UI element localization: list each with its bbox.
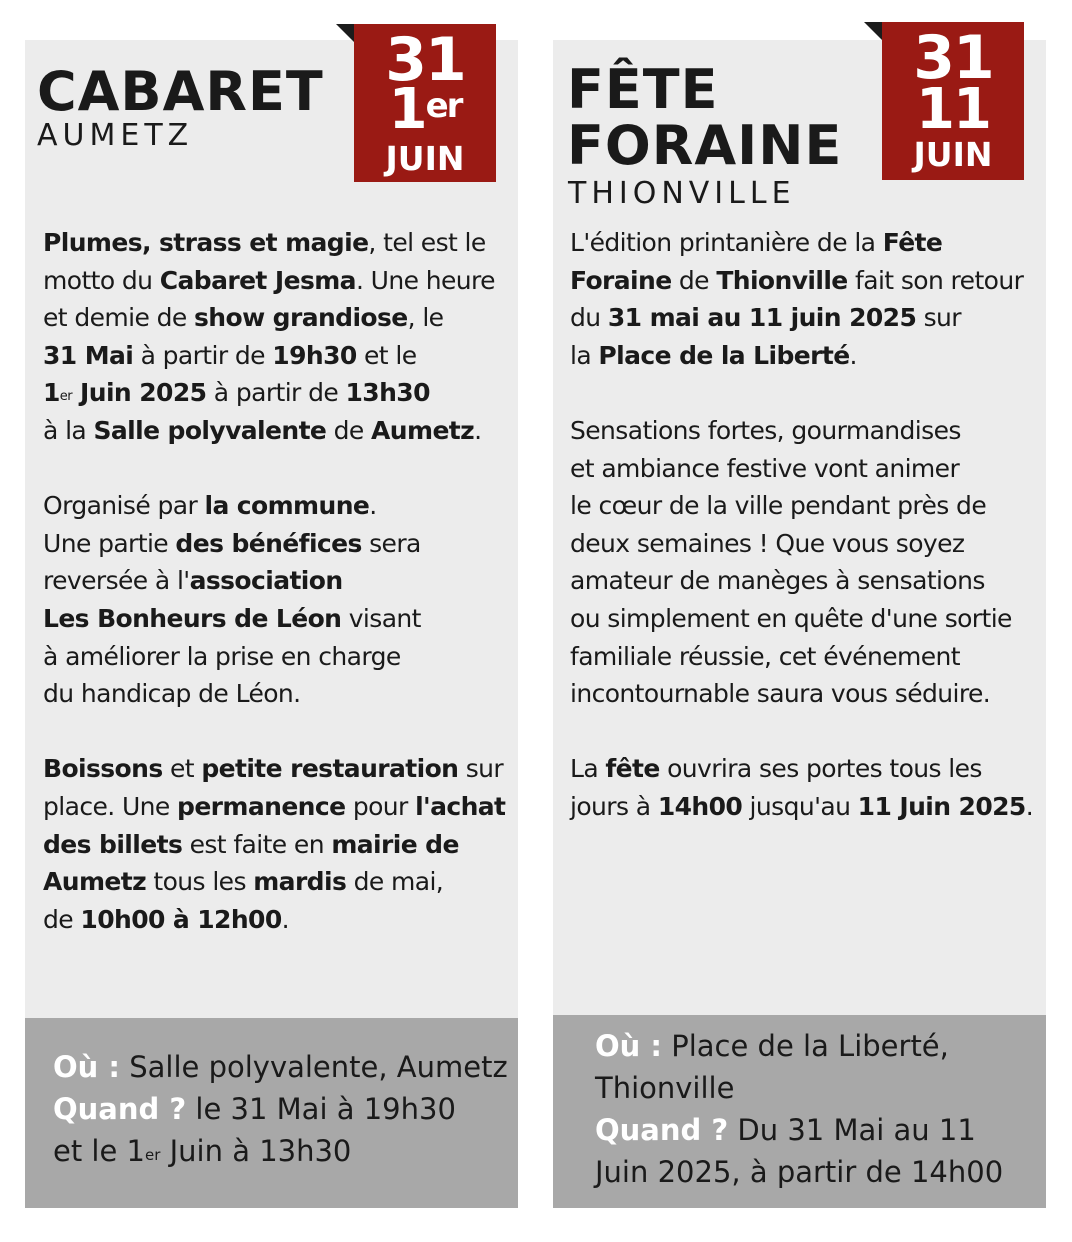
paragraph [570, 412, 1033, 713]
bold-text: Foraine [570, 265, 672, 295]
badge-day-1: 31 [385, 25, 465, 95]
text: à partir de [206, 378, 346, 408]
bold-text: Les Bonheurs de Léon [43, 603, 342, 633]
where-value-2: Thionville [595, 1071, 735, 1105]
text-line [570, 638, 1033, 676]
text: . Une heure [355, 265, 495, 295]
bold-text: 13h30 [345, 378, 430, 408]
when-value-sup: er [145, 1146, 161, 1164]
text: incontournable saura vous séduire. [570, 679, 991, 709]
badge-day-2-sup: er [425, 86, 462, 126]
text: et ambiance festive vont animer [570, 453, 960, 483]
text: familiale réussie, cet événement [570, 641, 960, 671]
event-title-line-1: FÊTE [567, 58, 719, 121]
badge-day-2: 1er [388, 77, 462, 142]
text-line [43, 262, 505, 300]
bold-text: l'achat [415, 791, 506, 821]
text: Organisé par [43, 491, 205, 521]
where-label: Où : [595, 1029, 662, 1063]
bold-text: des bénéfices [175, 528, 362, 558]
text-line [43, 638, 505, 676]
text: la [570, 340, 599, 370]
text-line [570, 450, 1033, 488]
when-value-2a: et le 1 [53, 1134, 145, 1168]
bold-text: Place de la Liberté [598, 340, 850, 370]
text: amateur de manèges à sensations [570, 566, 985, 596]
bold-text: fête [605, 754, 660, 784]
text: est faite en [182, 829, 332, 859]
bold-text: petite restauration [201, 754, 459, 784]
bold-text: 19h30 [272, 340, 357, 370]
bold-text: Plumes, strass et magie [43, 228, 369, 257]
text: reversée à l' [43, 566, 190, 596]
text: Une partie [43, 528, 176, 558]
text: . [849, 340, 857, 370]
text: et demie de [43, 303, 195, 333]
badge-fold [336, 24, 354, 42]
text: . [281, 904, 289, 934]
text: pour [345, 791, 416, 821]
when-label: Quand ? [53, 1092, 187, 1126]
text-line [570, 750, 1033, 788]
text-line [43, 374, 505, 412]
paragraph [570, 750, 1033, 825]
when-value-2b: Juin à 13h30 [160, 1134, 352, 1168]
text-line [570, 487, 1033, 525]
text: motto du [43, 265, 160, 295]
bold-text: la commune [204, 491, 370, 521]
paragraph [43, 487, 505, 713]
text: . [369, 491, 377, 521]
text-line [43, 675, 505, 713]
bold-text: Aumetz [371, 415, 475, 445]
text: , le [407, 303, 444, 333]
badge-day-1: 31 [913, 23, 993, 93]
text-line [570, 675, 1033, 713]
text-line [570, 600, 1033, 638]
event-description [570, 224, 1033, 826]
text: visant [341, 603, 421, 633]
text-line [570, 562, 1033, 600]
text-line [43, 337, 505, 375]
where-label: Où : [53, 1050, 120, 1084]
bold-text: permanence [177, 791, 346, 821]
event-title: CABARET [37, 60, 324, 123]
paragraph [570, 224, 1033, 374]
text: tous les [146, 867, 254, 897]
text: ouvrira ses portes tous les [659, 754, 982, 784]
text: , tel est le [368, 228, 486, 257]
text-line [43, 487, 505, 525]
text: . [1025, 791, 1034, 821]
text-line [43, 901, 505, 939]
date-badge-cabaret [354, 24, 496, 182]
text-line [570, 262, 1033, 300]
badge-day-2: 11 [916, 77, 990, 142]
superscript: er [59, 389, 72, 405]
where-value: Salle polyvalente, Aumetz [120, 1050, 508, 1084]
bold-text: Boissons [43, 754, 163, 784]
event-card-fete-foraine [553, 40, 1046, 1208]
badge-month: JUIN [385, 139, 465, 178]
event-description [43, 224, 505, 938]
bold-text: des billets [43, 829, 183, 859]
text-line [43, 299, 505, 337]
event-location: THIONVILLE [568, 176, 796, 211]
event-title-line-2: FORAINE [567, 114, 843, 177]
text-line [570, 412, 1033, 450]
bold-text: Thionville [716, 265, 848, 295]
text-line [43, 525, 505, 563]
text-line [43, 750, 505, 788]
where-value: Place de la Liberté, [662, 1029, 949, 1063]
bold-text: 31 Mai [43, 340, 134, 370]
paragraph [43, 750, 505, 938]
text: à améliorer la prise en charge [43, 641, 401, 671]
text-line [43, 412, 505, 450]
text: à partir de [133, 340, 273, 370]
text: et [162, 754, 202, 784]
text: place. Une [43, 791, 178, 821]
text: deux semaines ! Que vous soyez [570, 528, 965, 558]
text: de [671, 265, 717, 295]
text: fait son retour [847, 265, 1024, 295]
paragraph [43, 224, 505, 450]
text: Sensations fortes, gourmandises [570, 415, 961, 445]
text: . [474, 415, 482, 445]
text: de [43, 904, 81, 934]
bold-text: 11 Juin 2025 [857, 791, 1026, 821]
text: à la [43, 415, 94, 445]
text-line [570, 337, 1033, 375]
text-line [43, 863, 505, 901]
bold-text: Fête [882, 228, 943, 257]
text-line [43, 224, 505, 262]
text: sera [361, 528, 421, 558]
bold-text: Cabaret Jesma [159, 265, 356, 295]
text: jours à [570, 791, 658, 821]
text: sur [916, 303, 961, 333]
when-value: Du 31 Mai au 11 [728, 1113, 976, 1147]
when-label: Quand ? [595, 1113, 729, 1147]
bold-text: 31 mai au 11 juin 2025 [607, 303, 917, 333]
bold-text: mardis [253, 867, 347, 897]
text-line [570, 224, 1033, 262]
text: L'édition printanière de la [570, 228, 883, 257]
bold-text: mairie de [331, 829, 459, 859]
when-value: le 31 Mai à 19h30 [186, 1092, 456, 1126]
text-line [570, 525, 1033, 563]
bold-text: association [189, 566, 343, 596]
text-line [570, 788, 1033, 826]
text-line [570, 299, 1033, 337]
text: et le [356, 340, 417, 370]
text: du handicap de Léon. [43, 679, 301, 709]
bold-text: Juin 2025 [71, 378, 207, 408]
text: La [570, 754, 606, 784]
event-info-footer [553, 1015, 1046, 1208]
text: jusqu'au [742, 791, 858, 821]
text: de [326, 415, 372, 445]
bold-text: 1 [43, 378, 60, 408]
event-card-cabaret [25, 40, 518, 1208]
event-info-footer [25, 1018, 518, 1208]
text-line [43, 826, 505, 864]
text: sur [458, 754, 504, 784]
text-line [43, 600, 505, 638]
bold-text: 14h00 [657, 791, 743, 821]
text-line [43, 788, 505, 826]
text: du [570, 303, 608, 333]
bold-text: 10h00 à 12h00 [80, 904, 282, 934]
text: ou simplement en quête d'une sortie [570, 603, 1012, 633]
date-badge-fete-foraine [882, 22, 1024, 180]
bold-text: show grandiose [194, 303, 408, 333]
text: de mai, [346, 867, 444, 897]
event-location: AUMETZ [37, 118, 194, 153]
badge-month: JUIN [913, 135, 993, 174]
bold-text: Salle polyvalente [93, 415, 327, 445]
text: le cœur de la ville pendant près de [570, 491, 987, 521]
bold-text: Aumetz [43, 867, 147, 897]
when-value-2: Juin 2025, à partir de 14h00 [595, 1155, 1004, 1189]
badge-fold [864, 22, 882, 40]
text-line [43, 562, 505, 600]
